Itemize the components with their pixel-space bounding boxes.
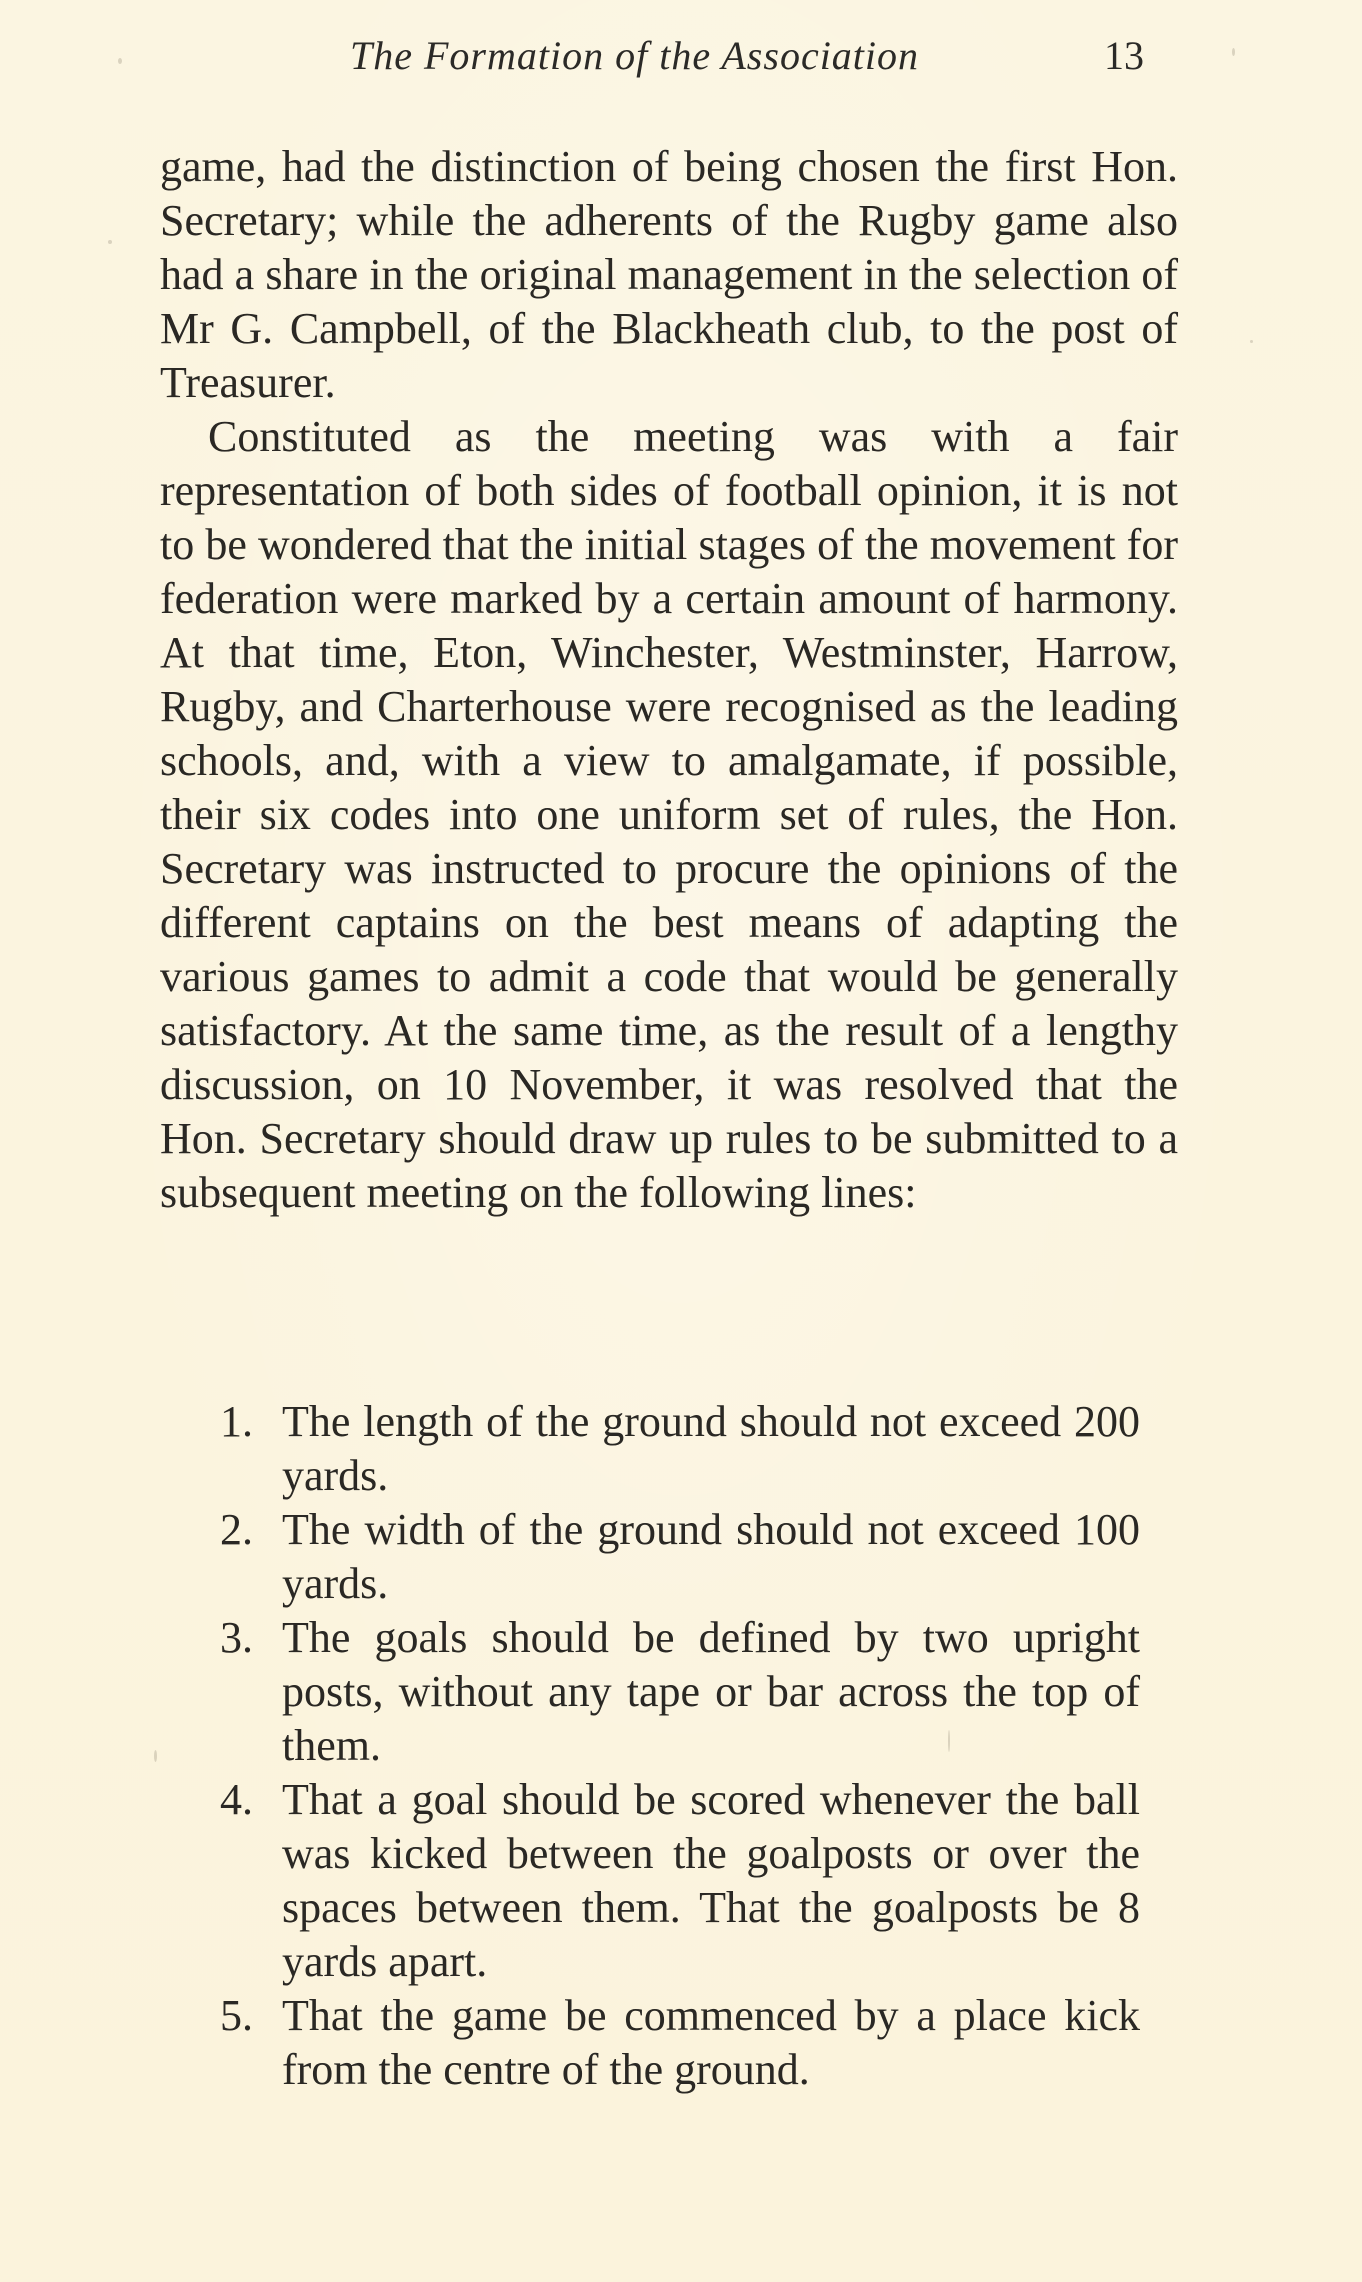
paper-speck: [108, 240, 112, 244]
paragraph-continuation: game, had the distinction of being chosen the first Hon. Secretary; while the adherents of the Rugby game also had a share in the original management in the selection of Mr G. Campbell, of the Blackheath club, to the post of Treasurer.: [160, 142, 1178, 407]
list-item-number: 3.: [220, 1613, 253, 1662]
list-item-text: That a goal should be scored whenever the ball was kicked between the goalposts or over the spaces between them. That the goalposts be 8 yards apart.: [282, 1775, 1140, 1986]
list-item: [220, 1989, 1140, 2097]
running-title: The Formation of the Association: [350, 33, 920, 78]
list-item: [220, 1395, 1140, 1503]
list-item-text: The length of the ground should not exceed 200 yards.: [282, 1397, 1140, 1500]
page-number: 13: [1104, 33, 1144, 78]
body-text: [160, 140, 1178, 1220]
list-item-text: The width of the ground should not exceed 100 yards.: [282, 1505, 1140, 1608]
list-item-number: 5.: [220, 1991, 253, 2040]
running-header: [0, 32, 1362, 82]
list-item: [220, 1611, 1140, 1773]
list-item-number: 4.: [220, 1775, 253, 1824]
list-item-text: That the game be commenced by a place kick from the centre of the ground.: [282, 1991, 1140, 2094]
list-item-number: 2.: [220, 1505, 253, 1554]
rules-list: [220, 1395, 1140, 2097]
paper-speck: [1250, 340, 1253, 343]
list-item: [220, 1773, 1140, 1989]
list-item-text: The goals should be defined by two upright posts, without any tape or bar across the top of them.: [282, 1613, 1140, 1770]
paper-speck: [154, 1750, 157, 1762]
list-item: [220, 1503, 1140, 1611]
paragraph: Constituted as the meeting was with a fair representation of both sides of football opinion, it is not to be wondered that the initial stages of the movement for federation were marked by a certain amount of harmony. At that time, Eton, Winchester, Westminster, Harrow, Rugby, and Charterhouse were recognised as the leading schools, and, with a view to amalgamate, if possible, their six codes into one uniform set of rules, the Hon. Secretary was instructed to procure the opinions of the different captains on the best means of adapting the various games to admit a code that would be generally satisfactory. At the same time, as the result of a lengthy discussion, on 10 November, it was resolved that the Hon. Secretary should draw up rules to be submitted to a subsequent meeting on the following lines:: [160, 412, 1178, 1217]
list-item-number: 1.: [220, 1397, 253, 1446]
